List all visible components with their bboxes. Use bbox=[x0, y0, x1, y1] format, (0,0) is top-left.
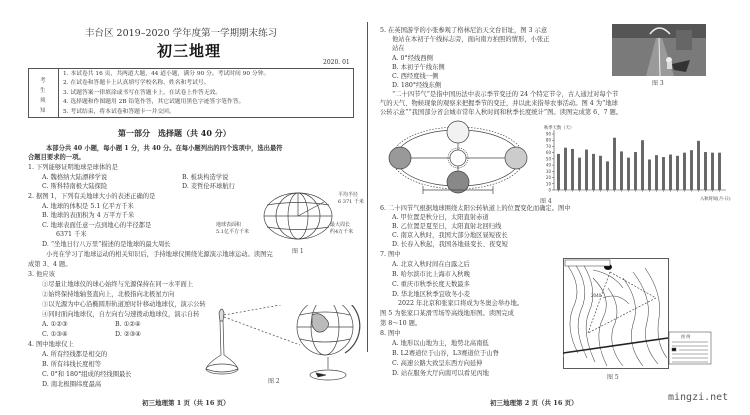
fig1-note-area-line: 地球表面积 bbox=[216, 222, 242, 228]
q2-option-c-cont: 6371 千米 bbox=[56, 231, 87, 238]
figure-5-label: 图 5 bbox=[607, 374, 619, 381]
q8-option-c: C. 高速公路大致呈东西方向延伸 bbox=[392, 360, 483, 367]
q1-stem: 1. 下列能够证明地球是球体的是 bbox=[28, 164, 118, 171]
q3-option-d: D. ②③④ bbox=[115, 331, 141, 338]
q5-option-a: A. 0°经线西侧 bbox=[392, 55, 433, 62]
chart-bar bbox=[655, 155, 658, 190]
q6-option-b: B. 乙位置是夏至日，太阳直射北回归线 bbox=[392, 223, 502, 230]
page2-footer: 初三地理第 2 页（共 16 页） bbox=[490, 399, 578, 407]
figure-2-label: 图 2 bbox=[268, 378, 280, 385]
figure-2-lamp-and-globe bbox=[200, 305, 365, 385]
fig1-note-radius-line: 平均半径 bbox=[338, 192, 359, 198]
chart-bar bbox=[697, 141, 700, 190]
figure-1-label: 图 1 bbox=[292, 248, 304, 255]
section-title: 第一部分 选择题（共 40 分） bbox=[118, 128, 231, 138]
q5-stem-line-3: 站在 bbox=[392, 45, 405, 52]
chart-y-tick-label: 40 bbox=[545, 162, 551, 168]
chart-y-tick-label: 60 bbox=[545, 150, 551, 156]
chart-bar bbox=[564, 148, 567, 190]
q3-stem: 3. 他应该 bbox=[28, 271, 55, 278]
chart-bar bbox=[627, 158, 630, 190]
chart-bar bbox=[578, 158, 581, 190]
fig5-legend-title: 图 例 bbox=[681, 334, 691, 339]
notice-item: 1. 本试卷共 16 页，共两道大题，44 道小题，满分 90 分。考试时间 90 分钟。 bbox=[63, 71, 270, 77]
q2-option-c: C. 地球表面任意一点到地心的半径都是 bbox=[42, 222, 152, 229]
chart-bar bbox=[676, 156, 679, 190]
chart-bar bbox=[606, 161, 609, 190]
passage-q6-7-line-3: 公转示意”“我国部分省会城市常年入秋时间和秋季长度统计”图。读图完成第 6、7 题。 bbox=[380, 109, 623, 116]
chart-bar bbox=[718, 153, 721, 190]
q5-stem-line-2: 他站在本初子午线标志旁，面向南方拍照的情形，小张正 bbox=[392, 36, 550, 43]
notice-side-char: 生 bbox=[40, 88, 46, 94]
q5-option-d: D. 180°经线东侧 bbox=[392, 82, 442, 89]
chart-bar bbox=[648, 160, 651, 190]
fig5-contour-label: 2040 bbox=[591, 293, 602, 298]
chart-y-tick-label: 20 bbox=[545, 175, 551, 181]
notice-item: 5. 考试结束，将本试卷和答题卡一并交回。 bbox=[63, 108, 175, 115]
q3-option-a: A. ①②③ bbox=[42, 321, 68, 328]
q7-option-a: A. 北京入秋时间在白露之后 bbox=[392, 261, 470, 268]
q1-option-d: D. 麦哲伦环球航行 bbox=[182, 183, 235, 190]
chart-y-axis-label: 秋季天数（天） bbox=[544, 126, 575, 131]
q6-option-d: D. 长春入秋起，我国各地昼变长、夜变短 bbox=[392, 241, 508, 248]
chart-bar bbox=[571, 149, 574, 190]
q6-option-a: A. 甲位置是秋分日，太阳直射赤道 bbox=[392, 214, 489, 221]
q8-option-b: B. L2赛道位于山谷，L3赛道位于山脊 bbox=[392, 350, 499, 357]
passage-q3-4-line-2: 成第 3、4 题。 bbox=[28, 261, 72, 268]
q5-stem-line-1: 5. 在英国游学的小张参观了格林尼治天文台旧址，图 3 示意 bbox=[380, 27, 548, 34]
q4-option-c: C. 0°和 180°组成的经线圈最长 bbox=[42, 371, 132, 378]
fig1-note-radius bbox=[338, 192, 364, 206]
figure-5-contour-map bbox=[563, 258, 713, 370]
instruction-line-2: 合题目要求的一项。 bbox=[28, 154, 85, 161]
chart-bar bbox=[585, 150, 588, 190]
fig1-note-circumference bbox=[330, 222, 353, 236]
q1-option-b: B. 板块构造学说 bbox=[182, 174, 229, 181]
q3-statement-3: ③以光源为中心沿椭圆形轨道逆时针移动地球仪，演示公转 bbox=[42, 301, 206, 308]
page1-subtitle: 丰台区 2019–2020 学年度第一学期期末练习 bbox=[85, 28, 278, 39]
chart-y-tick-label: 0 bbox=[548, 187, 551, 193]
fig1-note-circ-line: 最大周长 bbox=[330, 222, 351, 228]
page-divider bbox=[367, 22, 368, 352]
q3-statement-4: ④同时面向地球仪，自左向右匀速拨动地球仪，演示自转 bbox=[42, 311, 200, 318]
chart-bar bbox=[662, 157, 665, 190]
page1-date: 2020. 01 bbox=[323, 59, 350, 66]
chart-y-tick-label: 50 bbox=[545, 156, 551, 162]
passage-q6-7-line-2: 气的天气、物候现象的观察来把握季节的变迁，并以此来指导农事活动。图 4 为“地球 bbox=[380, 100, 618, 107]
chart-y-tick-label: 10 bbox=[545, 181, 551, 187]
q3-statement-1: ①尽量让地球仪的球心始终与光源保持在同一水平面上 bbox=[42, 281, 194, 288]
figure-4-label: 图 4 bbox=[540, 198, 552, 205]
chart-bar bbox=[641, 140, 644, 190]
exam-notice-box bbox=[28, 68, 354, 118]
q3-option-c: C. ①③④ bbox=[42, 331, 68, 338]
chart-bar bbox=[613, 138, 616, 190]
passage-q8-10-line-2: 图 5 为张家口某滑雪场等高线地形图。读图完成 bbox=[380, 310, 514, 317]
page1-title: 初三地理 bbox=[157, 42, 222, 60]
q8-stem: 8. 图中 bbox=[380, 330, 401, 337]
q2-option-a: A. 地球的体积是 5.1 亿平方千米 bbox=[42, 203, 134, 210]
q7-stem: 7. 图中 bbox=[380, 251, 401, 258]
passage-q3-4-line-1: 小亮在学习了地球运动的相关知识后，手持地球仪围绕光源演示地球运动。读图完 bbox=[46, 251, 273, 258]
q5-option-b: B. 本初子午线东侧 bbox=[392, 64, 445, 71]
notice-side-char: 知 bbox=[40, 108, 46, 114]
q4-option-b: B. 所有纬线长度相等 bbox=[42, 361, 102, 368]
chart-bar bbox=[557, 154, 560, 190]
chart-y-tick-label: 80 bbox=[545, 137, 551, 143]
notice-side-char: 考 bbox=[40, 78, 46, 84]
q8-option-a: A. 地形以山地为主，地势北高南低 bbox=[392, 340, 489, 347]
q6-stem: 6. 二十四节气根据地球围绕太阳公转轨道上的位置变化而确定。图中 bbox=[380, 205, 571, 212]
chart-bar bbox=[620, 151, 623, 190]
fig1-note-area bbox=[216, 222, 249, 236]
notice-item: 3. 试题答案一律填涂或书写在答题卡上，在试卷上作答无效。 bbox=[63, 89, 222, 96]
chart-x-axis-label: 入秋时间(月-日) bbox=[700, 197, 731, 202]
q2-option-b: B. 地球的表面积为 4 万平方千米 bbox=[42, 212, 135, 219]
notice-item: 2. 在试卷和答题卡上认真填写学校名称、姓名和考试号。 bbox=[63, 80, 210, 87]
figure-4-bar-chart bbox=[540, 124, 730, 202]
figure-4-orbit-diagram bbox=[383, 120, 533, 198]
passage-q6-7-line-1: “二十四节气”是指中国历法中表示季节变迁的 24 个特定节令，古人通过对每个节 bbox=[392, 91, 619, 98]
notice-side-char: 须 bbox=[40, 98, 46, 104]
chart-bar bbox=[704, 152, 707, 190]
q4-option-a: A. 所有经线都是相交的 bbox=[42, 351, 108, 358]
notice-side-label bbox=[29, 69, 59, 117]
figure-1-earth-grid bbox=[262, 190, 334, 245]
q1-option-c: C. 斯科特南极大陆探险 bbox=[42, 183, 108, 190]
notice-items bbox=[63, 70, 269, 117]
chart-bar bbox=[634, 152, 637, 190]
q7-option-d: D. 华北地区秋季宜收冬小麦 bbox=[392, 291, 471, 298]
chart-bar bbox=[683, 153, 686, 190]
page1-footer: 初三地理第 1 页（共 16 页） bbox=[142, 399, 230, 407]
chart-y-tick-label: 90 bbox=[545, 131, 551, 137]
watermark: mingzi.net bbox=[668, 392, 729, 403]
q7-option-b: B. 哈尔滨市比上海市入秋晚 bbox=[392, 271, 470, 278]
chart-bar bbox=[711, 153, 714, 190]
fig1-note-circ-value: 约4万千米 bbox=[330, 229, 354, 235]
passage-q8-10-line-1: 2022 年北京和张家口将成为冬奥会举办地。 bbox=[398, 300, 524, 307]
q7-option-c: C. 重庆市秋季长度天数最多 bbox=[392, 281, 470, 288]
chart-bar bbox=[669, 155, 672, 190]
figure-3-photo bbox=[612, 24, 706, 76]
passage-q8-10-line-3: 第 8～10 题。 bbox=[380, 320, 422, 327]
q3-statement-2: ②始终保持地轴竖直向上，北极指向北极星方向 bbox=[42, 291, 175, 298]
chart-bar bbox=[599, 156, 602, 190]
chart-y-tick-label: 30 bbox=[545, 168, 551, 174]
fig1-note-area-value: 5.1亿平方千米 bbox=[216, 229, 249, 235]
q8-option-d: D. 站在服务大厅向南可以看见丙地 bbox=[392, 370, 489, 377]
q2-option-d: D. “坐地日行八万里”描述的是地球的最大周长 bbox=[42, 241, 171, 248]
q3-option-b: B. ①②④ bbox=[115, 321, 141, 328]
q2-stem: 2. 据图 1，下列有关地球大小的表述正确的是 bbox=[28, 193, 156, 200]
q1-option-a: A. 魏格纳大陆漂移学说 bbox=[42, 174, 108, 181]
chart-bar bbox=[592, 154, 595, 190]
instruction-line-1: 本部分共 40 小题，每小题 1 分，共 40 分。在每小题列出的四个选项中，选出最符 bbox=[46, 145, 283, 152]
chart-bar bbox=[690, 150, 693, 190]
q4-option-d: D. 南北极圈纬度最高 bbox=[42, 381, 102, 388]
chart-y-tick-label: 70 bbox=[545, 143, 551, 149]
q5-option-c: C. 西经度线一侧 bbox=[392, 73, 439, 80]
q6-option-c: C. 南京入秋时，我国大部分地区昼短夜长 bbox=[392, 232, 508, 239]
fig1-note-radius-value: 6 371 千米 bbox=[338, 199, 364, 205]
figure-3-label: 图 3 bbox=[652, 80, 664, 87]
q4-stem: 4. 图中地球仪上 bbox=[28, 341, 74, 348]
notice-item: 4. 选择题和作图题用 2B 铅笔作答，其它试题用黑色字迹签字笔作答。 bbox=[63, 99, 245, 106]
